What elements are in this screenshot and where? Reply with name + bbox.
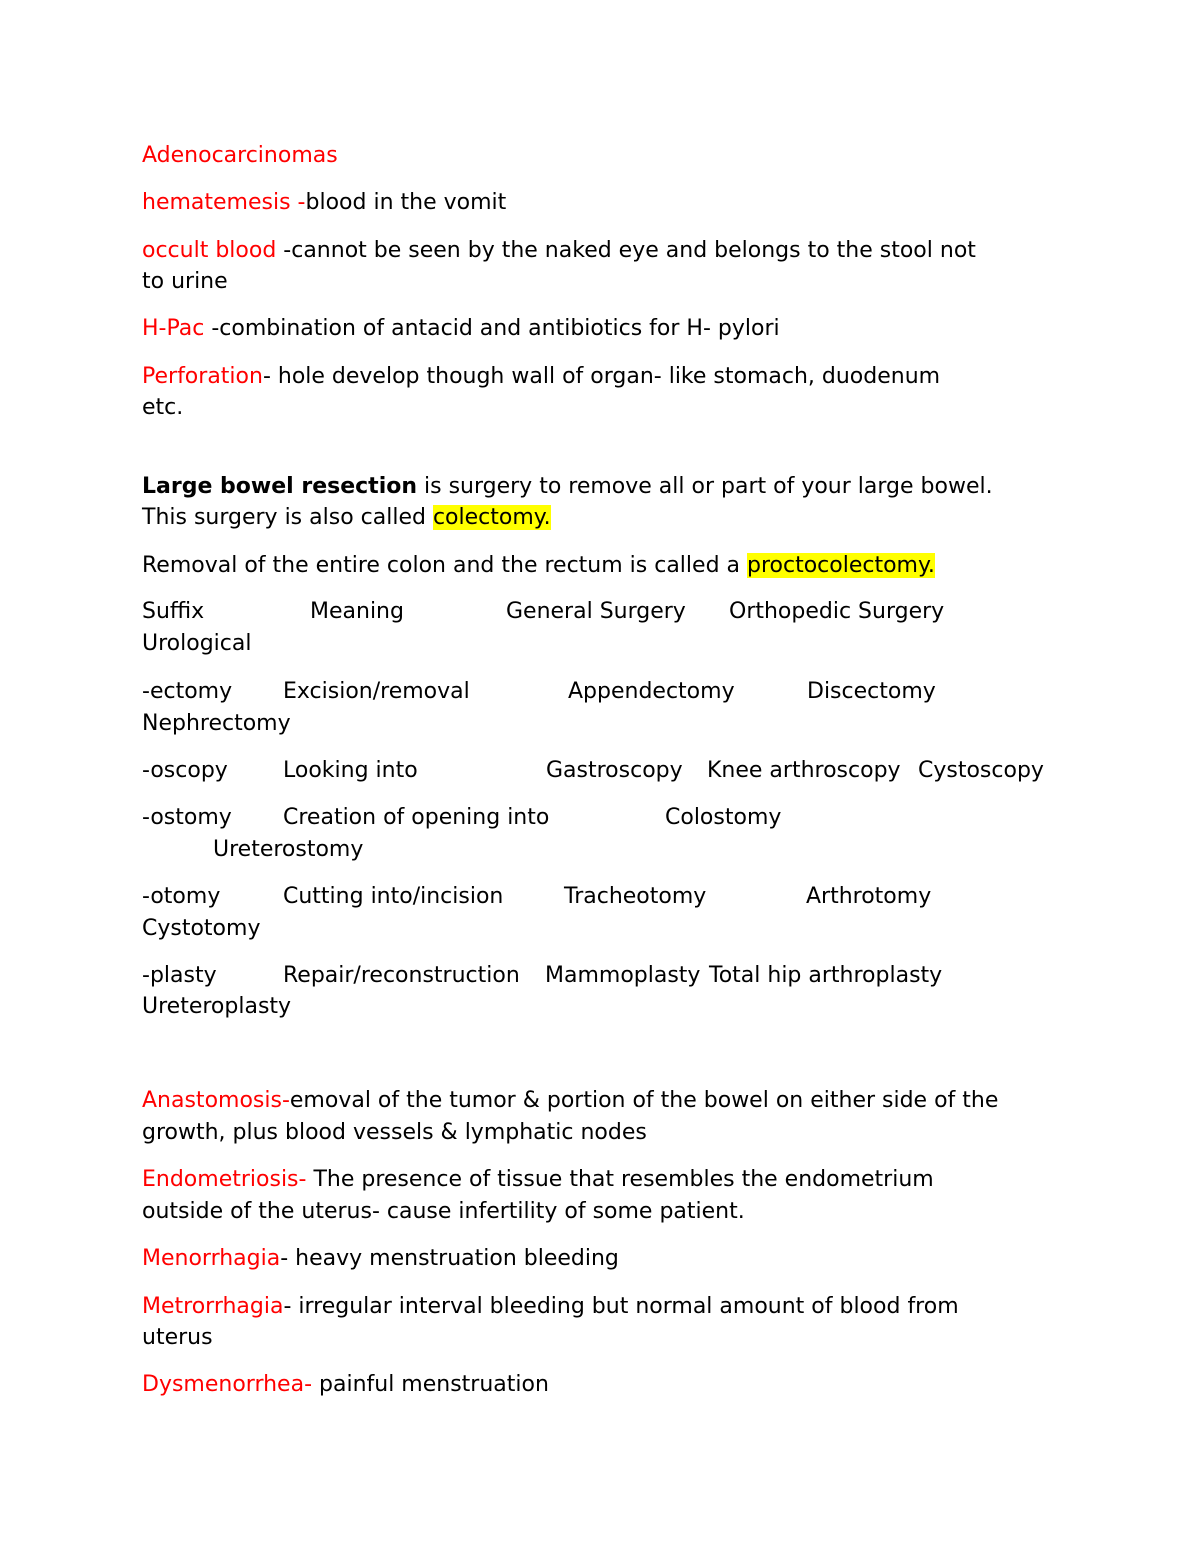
definition-text: painful menstruation: [312, 1372, 549, 1397]
suffix-cell: -ostomy: [142, 805, 232, 830]
general-surgery-cell: Gastroscopy: [546, 758, 683, 783]
general-surgery-cell: Tracheotomy: [564, 884, 707, 909]
highlighted-term: proctocolectomy.: [747, 553, 935, 578]
definition-text: outside of the uterus- cause infertility of some patient.: [142, 1199, 745, 1224]
term: Menorrhagia: [142, 1246, 281, 1271]
definition-metrorrhagia: [142, 1291, 1065, 1323]
urological-cell: Cystoscopy: [918, 758, 1044, 783]
meaning-cell: Repair/reconstruction: [283, 963, 520, 988]
definition-text: uterus: [142, 1325, 213, 1350]
table-row-cont: [142, 991, 1065, 1023]
definition-h-pac: [142, 313, 1065, 345]
definition-endometriosis: [142, 1164, 1065, 1196]
general-surgery-cell: Appendectomy: [568, 679, 735, 704]
urological-cell: Nephrectomy: [142, 711, 291, 736]
definition-text: - irregular interval bleeding but normal amount of blood from: [283, 1294, 959, 1319]
definition-perforation-cont: [142, 392, 1065, 424]
heading-adenocarcinomas: [142, 140, 1065, 172]
definition-anastomosis: [142, 1085, 1065, 1117]
suffix-cell: -ectomy: [142, 679, 233, 704]
column-header: General Surgery: [506, 599, 686, 624]
paragraph-bowel-resection: [142, 471, 1065, 503]
definition-text: -cannot be seen by the naked eye and belongs to the stool not: [276, 238, 976, 263]
term: Perforation: [142, 364, 263, 389]
column-header: Orthopedic Surgery: [729, 599, 945, 624]
orthopedic-surgery-cell: Knee arthroscopy: [707, 758, 901, 783]
term: Endometriosis-: [142, 1167, 307, 1192]
definition-occult-blood: [142, 235, 1065, 267]
paragraph-text: This surgery is also called: [142, 505, 433, 530]
definition-text: to urine: [142, 269, 228, 294]
meaning-cell: Excision/removal: [283, 679, 470, 704]
definition-text: blood in the vomit: [305, 190, 507, 215]
suffix-cell: -oscopy: [142, 758, 228, 783]
term: Dysmenorrhea-: [142, 1372, 313, 1397]
definition-text: etc.: [142, 395, 184, 420]
term: Anastomosis-: [142, 1088, 290, 1113]
column-header: Meaning: [310, 599, 404, 624]
definition-text: growth, plus blood vessels & lymphatic nodes: [142, 1120, 647, 1145]
definition-text: -combination of antacid and antibiotics for H- pylori: [204, 316, 780, 341]
orthopedic-surgery-cell: Total hip arthroplasty: [709, 963, 943, 988]
urological-cell: Cystotomy: [142, 916, 261, 941]
definition-anastomosis-cont: [142, 1117, 1065, 1149]
definition-text: emoval of the tumor & portion of the bowel on either side of the: [289, 1088, 999, 1113]
table-row-cont: [142, 708, 1065, 740]
general-surgery-cell: Mammoplasty: [545, 963, 701, 988]
suffix-cell: -otomy: [142, 884, 221, 909]
definition-text: The presence of tissue that resembles the endometrium: [306, 1167, 934, 1192]
highlighted-term: colectomy.: [432, 505, 551, 530]
definition-menorrhagia: [142, 1243, 1065, 1275]
term: Adenocarcinomas: [142, 143, 338, 168]
table-row-cont: [142, 913, 1065, 945]
term: occult blood: [142, 238, 277, 263]
definition-metrorrhagia-cont: [142, 1322, 1065, 1354]
term: H-Pac: [142, 316, 205, 341]
definition-text: - hole develop though wall of organ- like stomach, duodenum: [262, 364, 941, 389]
definition-endometriosis-cont: [142, 1196, 1065, 1228]
table-header-row-cont: [142, 628, 1065, 660]
column-header: Suffix: [142, 599, 205, 624]
general-surgery-cell: Colostomy: [665, 805, 782, 830]
bold-term: Large bowel resection: [142, 474, 418, 499]
meaning-cell: Looking into: [283, 758, 418, 783]
definition-occult-blood-cont: [142, 266, 1065, 298]
orthopedic-surgery-cell: Arthrotomy: [806, 884, 932, 909]
definition-dysmenorrhea: [142, 1369, 1065, 1401]
meaning-cell: Cutting into/incision: [283, 884, 504, 909]
term: hematemesis -: [142, 190, 306, 215]
meaning-cell: Creation of opening into: [283, 805, 550, 830]
definition-hematemesis: [142, 187, 1065, 219]
term: Metrorrhagia: [142, 1294, 284, 1319]
urological-cell: Ureterostomy: [213, 837, 364, 862]
column-header: Urological: [142, 631, 252, 656]
paragraph-proctocolectomy: [142, 550, 1065, 582]
definition-text: - heavy menstruation bleeding: [280, 1246, 619, 1271]
paragraph-text: Removal of the entire colon and the rectum is called a: [142, 553, 747, 578]
definition-perforation: [142, 361, 1065, 393]
suffix-cell: -plasty: [142, 963, 217, 988]
paragraph-text: is surgery to remove all or part of your large bowel.: [417, 474, 993, 499]
orthopedic-surgery-cell: Discectomy: [807, 679, 936, 704]
paragraph-bowel-resection-cont: [142, 502, 1065, 534]
urological-cell: Ureteroplasty: [142, 994, 292, 1019]
